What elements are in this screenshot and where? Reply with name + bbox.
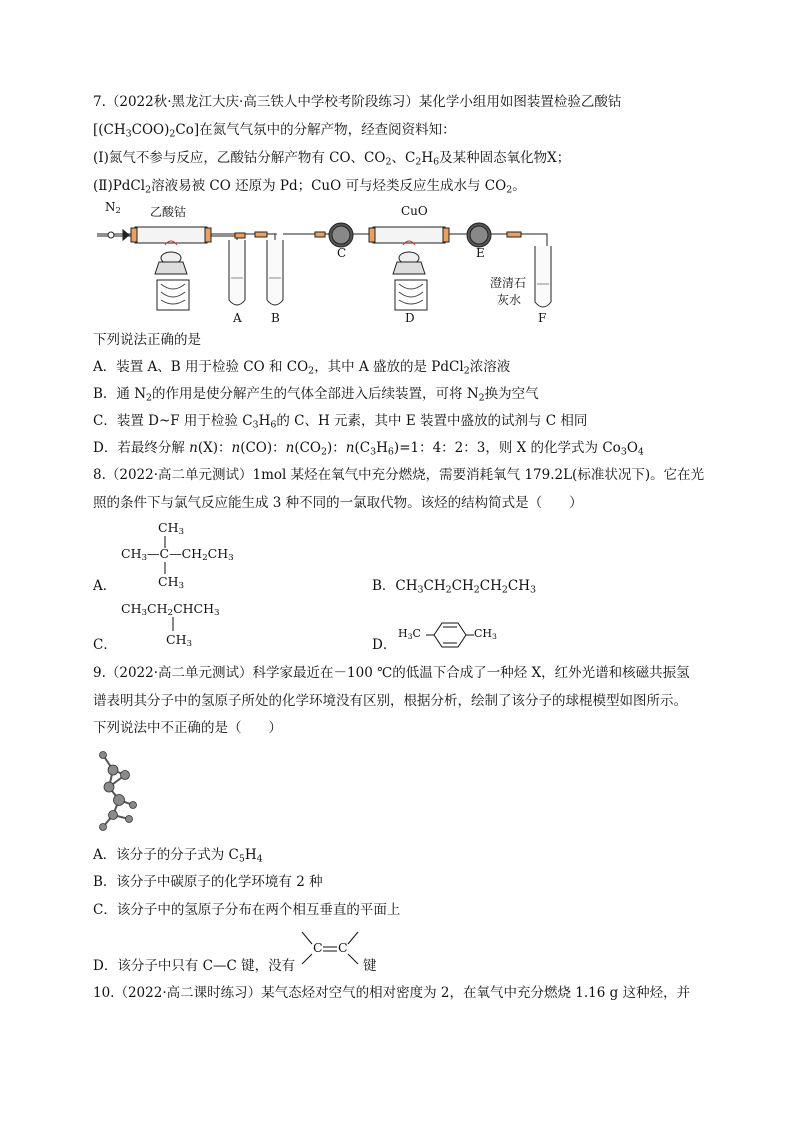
cc-left-c: C: [313, 940, 323, 955]
label-a: A: [233, 311, 242, 325]
cobalt-acetate-label: 乙酸钴: [150, 205, 187, 219]
q7-line-4: (Ⅱ)PdCl$_2$溶液易被 CO 还原为 Pd；CuO 可与烃类反应生成水与 $CO_2$。: [93, 178, 526, 196]
limewater-label-1: 澄清石: [490, 276, 527, 290]
q8-d-benzene-ring: [426, 620, 476, 650]
q8-option-c-label: C．: [93, 637, 117, 653]
q8-a-bottom-ch3: $CH_3$: [158, 574, 185, 592]
q9-option-a: A．该分子的分子式为 $C_5H_4$: [93, 847, 263, 865]
label-b: B: [271, 311, 280, 325]
label-e: E: [476, 246, 485, 260]
label-d: D: [405, 311, 415, 325]
q10-line-1: 10.（2022·高二课时练习）某气态烃对空气的相对密度为 2，在氧气中充分燃烧 1.16 g 这种烃，并: [93, 985, 691, 1001]
q7-question: 下列说法正确的是: [93, 332, 201, 348]
q8-line-1: 8.（2022·高二单元测试）1mol 某烃在氧气中充分燃烧，需要消耗氧气 179.2L(标准状况下)。它在光: [93, 467, 705, 483]
q8-c-bottom: $CH_3$: [166, 632, 193, 650]
q7-line-2: $[(CH_3COO)_2Co]$在氮气气氛中的分解产物，经查阅资料知：: [93, 122, 456, 140]
q9-option-c: C．该分子中的氢原子分布在两个相互垂直的平面上: [93, 902, 401, 918]
q9-option-d-text: D．该分子中只有 C—C 键，没有: [93, 958, 296, 974]
q9-option-d-suffix: 键: [363, 958, 377, 974]
q8-a-top-ch3: $CH_3$: [158, 520, 185, 538]
cc-double-bond-diagram: [300, 930, 360, 970]
q8-option-a-label: A．: [93, 578, 117, 594]
cuo-label: CuO: [401, 204, 428, 218]
q9-line-2: 谱表明其分子中的氢原子所处的化学环境没有区别，根据分析，绘制了该分子的球棍模型如图所示。: [93, 693, 687, 709]
limewater-label-2: 灰水: [497, 293, 522, 307]
label-c: C: [337, 246, 347, 260]
q7-option-a: A．装置 A、B 用于检验 CO 和 $CO_2$，其中 A 盛放的是 PdCl$_2$浓溶液: [93, 359, 511, 377]
q9-option-b: B．该分子中碳原子的化学环境有 2 种: [93, 874, 323, 890]
q8-a-middle: $CH_3—C—CH_2CH_3$: [121, 546, 234, 564]
q8-option-b: B．$CH_3CH_2CH_2CH_2CH_3$: [372, 578, 537, 596]
ball-stick-model: [93, 745, 153, 835]
q8-line-2: 照的条件下与氯气反应能生成 3 种不同的一氯取代物。该烃的结构简式是（ ）: [93, 495, 583, 511]
q9-line-1: 9.（2022·高二单元测试）科学家最近在－100 ℃的低温下合成了一种烃 X，红外光谱和核磁共振氢: [93, 665, 690, 681]
q7-line-1: 7.（2022秋·黑龙江大庆·高三铁人中学校考阶段练习）某化学小组用如图装置检验乙酸钴: [93, 94, 622, 110]
q7-option-d: D．若最终分解 n(X)：n(CO)：$n(CO_2)$：$n(C_3H_6)=1$：4：2：3，则 X 的化学式为 $Co_3O_4$: [93, 440, 644, 458]
q7-line-3: (Ⅰ)氮气不参与反应，乙酸钴分解产物有 CO、$CO_2$、$C_2H_6$及某种固态氧化物X；: [93, 150, 571, 168]
q8-c-formula: $CH_3CH_2CHCH_3$: [121, 601, 220, 619]
cc-right-c: C: [338, 940, 348, 955]
q9-line-3: 下列说法中不正确的是（ ）: [93, 720, 282, 736]
q7-option-c: C．装置 D~F 用于检验 $C_3H_6$的 C、H 元素，其中 E 装置中盛放的试剂与 C 相同: [93, 413, 588, 431]
q8-option-d-label: D．: [372, 637, 397, 653]
q7-option-b: B．通 $N_2$的作用是使分解产生的气体全部进入后续装置，可将 $N_2$换为空气: [93, 386, 539, 404]
q8-d-right: $CH_3$: [474, 627, 497, 641]
q8-d-left: $H_3C$: [398, 627, 421, 641]
n2-label: $N_2$: [105, 200, 121, 216]
label-f: F: [538, 311, 547, 325]
